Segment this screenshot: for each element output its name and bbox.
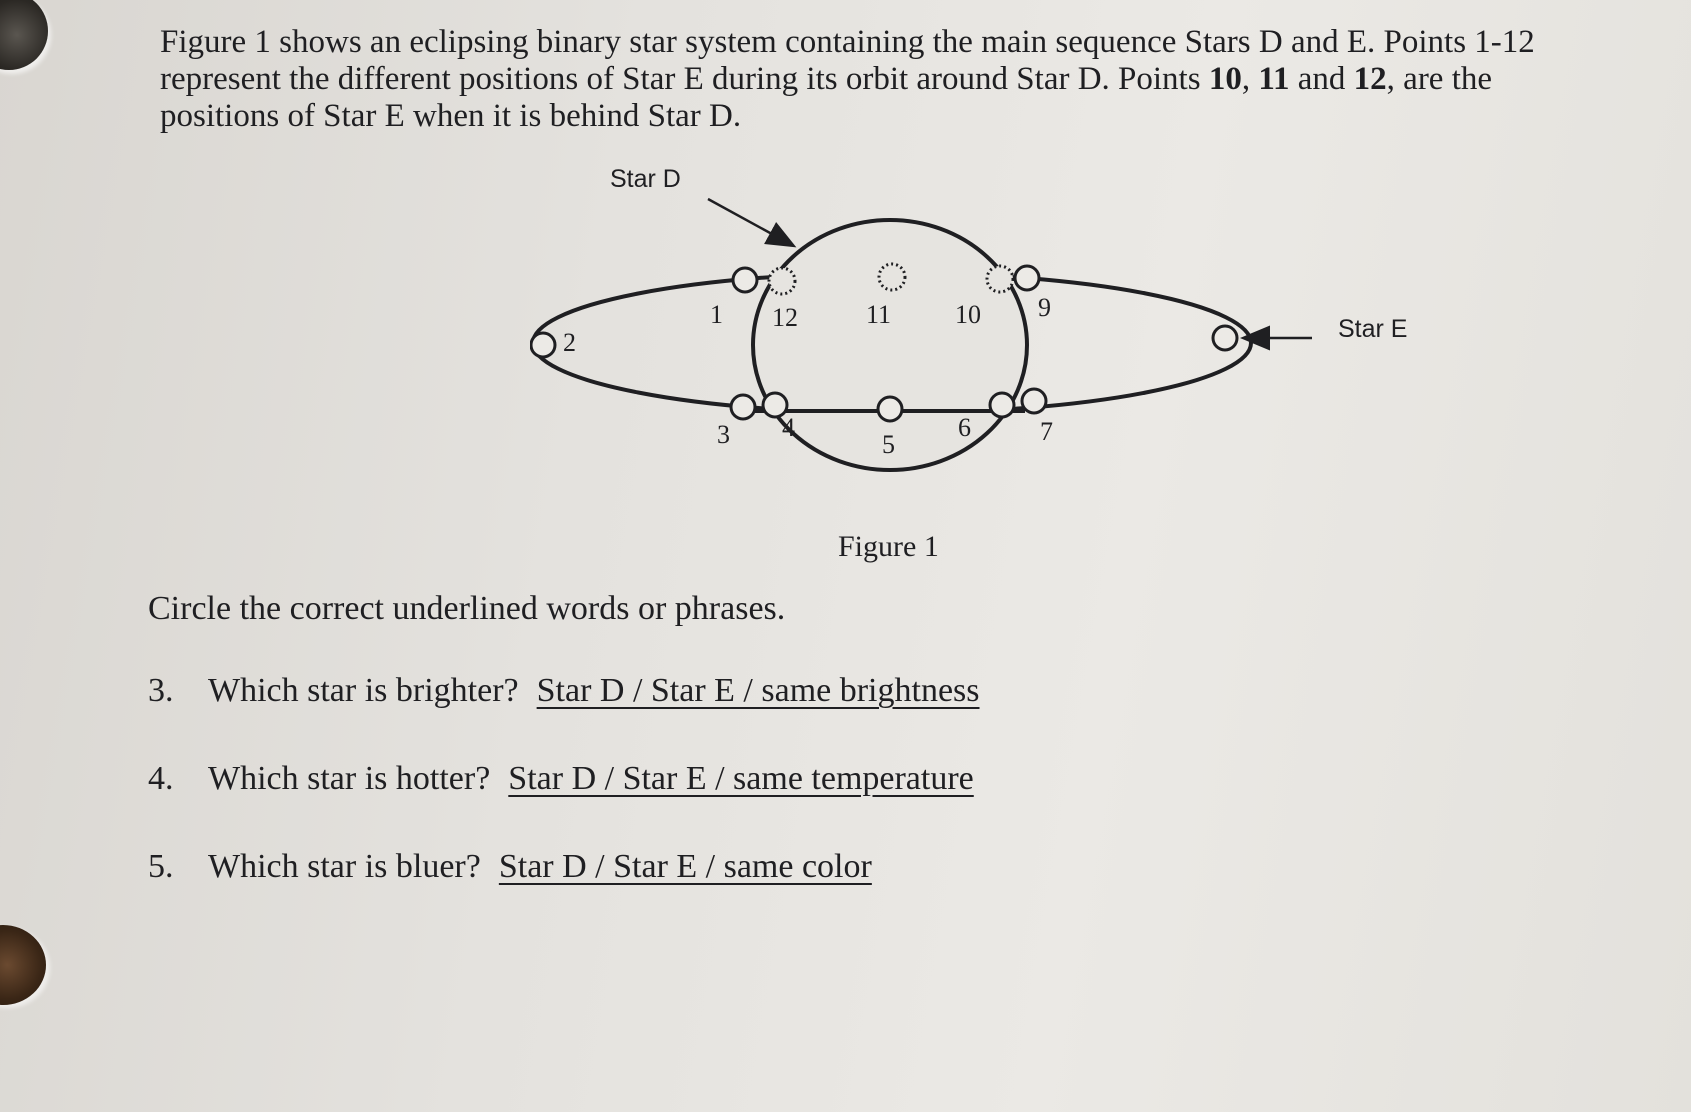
figure-caption: Figure 1 <box>838 530 939 563</box>
point-label-5: 5 <box>882 430 895 459</box>
intro-bold-10: 10 <box>1208 61 1242 97</box>
intro-bold-11: 11 <box>1258 61 1290 97</box>
binder-hole-top <box>0 0 48 70</box>
point-label-10: 10 <box>955 300 981 329</box>
intro-text-3: and <box>1289 61 1354 97</box>
answer-options[interactable]: Star D / Star E / same temperature <box>508 760 974 797</box>
point-label-11: 11 <box>866 300 892 329</box>
binary-star-diagram <box>530 165 1450 585</box>
position-3-marker <box>731 395 755 419</box>
point-label-4: 4 <box>782 413 795 442</box>
point-label-12: 12 <box>772 303 798 332</box>
point-label-9: 9 <box>1038 293 1051 322</box>
position-12-marker <box>769 268 795 294</box>
instruction-text: Circle the correct underlined words or phrases. <box>148 590 786 627</box>
answer-options[interactable]: Star D / Star E / same brightness <box>536 672 980 709</box>
question-4 <box>148 760 974 798</box>
intro-text-4: , are the positions of Star E when it is behind Star D. <box>160 61 1493 134</box>
question-3 <box>148 672 980 710</box>
figure-1 <box>530 165 1450 585</box>
question-text: Which star is brighter? <box>208 672 519 709</box>
intro-text-1: Figure 1 shows an eclipsing binary star system containing the main sequence Stars D and E. Points 1-12 represent the different positions of Star E during its orbit around Star D. Points <box>160 24 1535 97</box>
position-5-marker <box>878 397 902 421</box>
position-7-marker <box>1022 389 1046 413</box>
position-8-marker <box>1213 326 1237 350</box>
position-1-marker <box>733 268 757 292</box>
intro-text-2: , <box>1241 61 1259 97</box>
point-label-1: 1 <box>710 300 723 329</box>
point-label-3: 3 <box>717 420 730 449</box>
position-9-marker <box>1015 266 1039 290</box>
question-number: 5. <box>148 848 174 885</box>
intro-paragraph <box>160 24 1600 135</box>
point-label-6: 6 <box>958 413 971 442</box>
position-6-marker <box>990 393 1014 417</box>
point-label-7: 7 <box>1040 417 1053 446</box>
intro-bold-12: 12 <box>1353 61 1387 97</box>
star-e-label: Star E <box>1338 315 1408 343</box>
question-text: Which star is hotter? <box>208 760 491 797</box>
position-2-marker <box>531 333 555 357</box>
question-text: Which star is bluer? <box>208 848 481 885</box>
answer-options[interactable]: Star D / Star E / same color <box>498 848 872 885</box>
star-d-arrow <box>708 199 792 245</box>
point-label-2: 2 <box>563 328 576 357</box>
question-5 <box>148 848 872 886</box>
position-11-marker <box>879 264 905 290</box>
binder-hole-bottom <box>0 925 46 1005</box>
question-number: 4. <box>148 760 174 797</box>
question-number: 3. <box>148 672 174 709</box>
star-d-label: Star D <box>610 165 681 193</box>
position-10-marker <box>987 266 1013 292</box>
